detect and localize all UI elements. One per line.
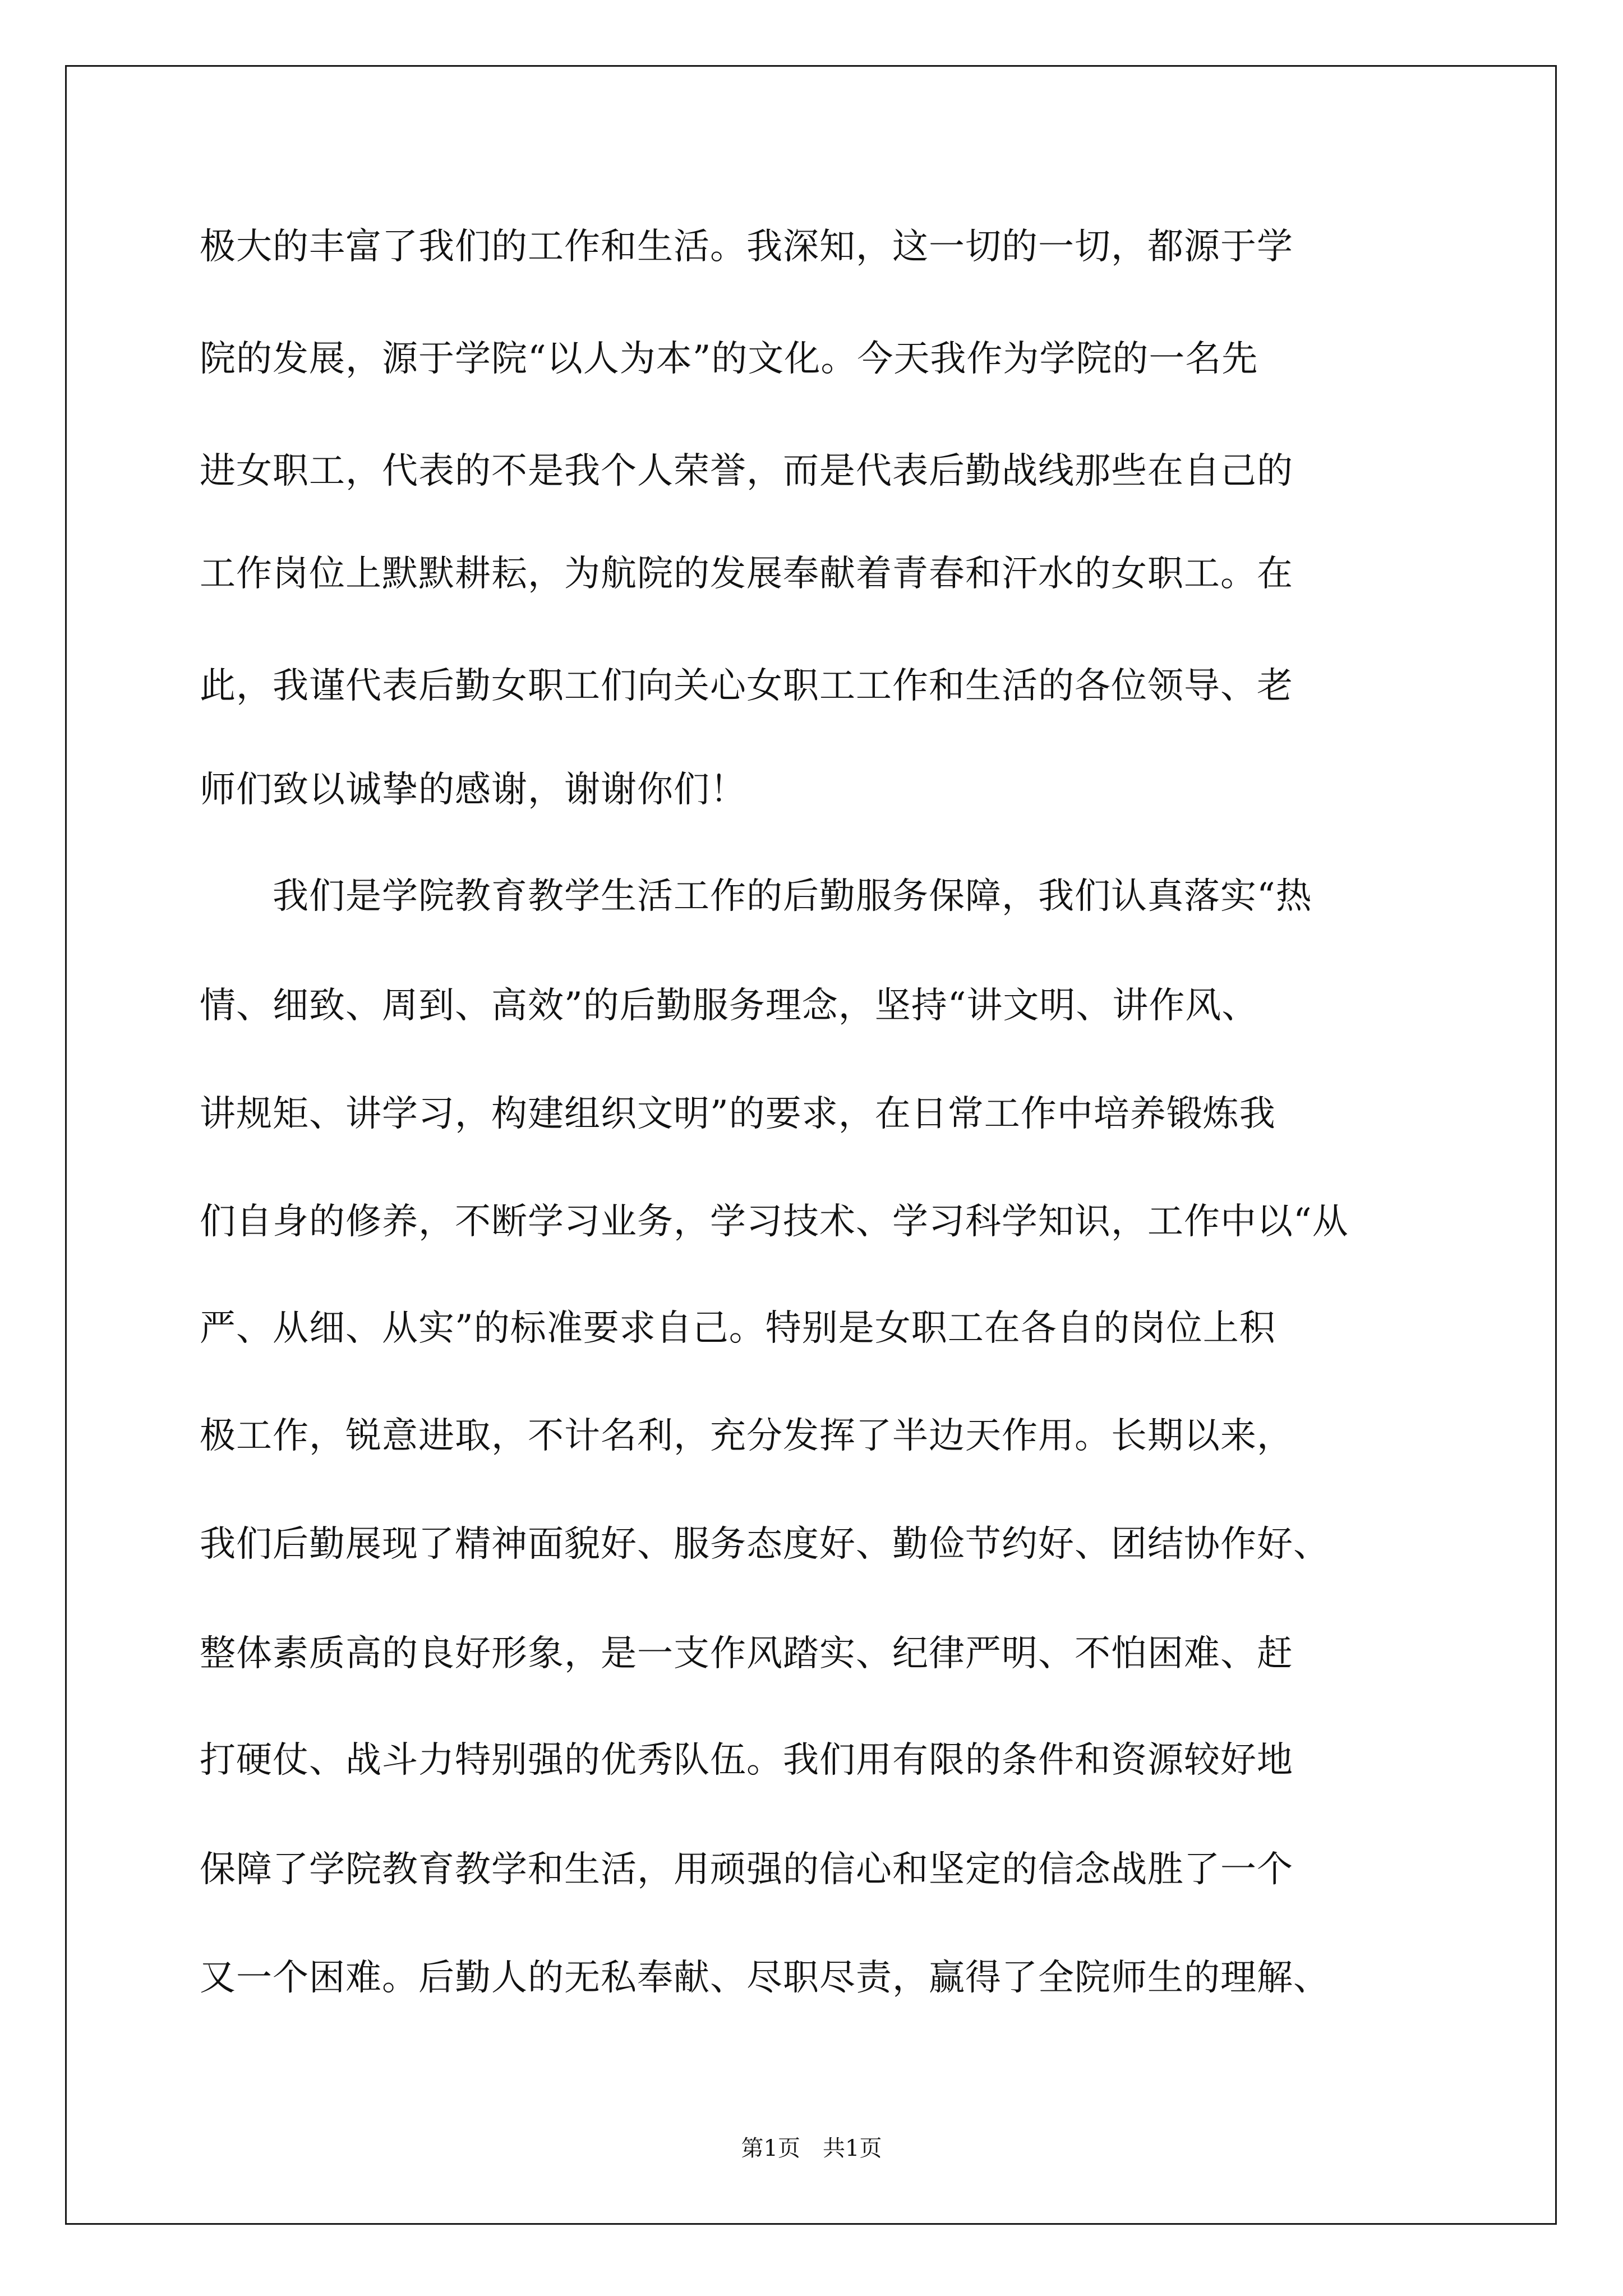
body-text-line: 进女职工，代表的不是我个人荣誉，而是代表后勤战线那些在自己的 (200, 450, 1293, 492)
body-text-line: 极大的丰富了我们的工作和生活。我深知，这一切的一切，都源于学 (200, 226, 1293, 268)
body-text-line: 工作岗位上默默耕耘，为航院的发展奉献着青春和汗水的女职工。在 (200, 553, 1293, 595)
body-text-line: 情、细致、周到、高效”的后勤服务理念，坚持“讲文明、讲作风、 (200, 985, 1258, 1027)
body-text-line: 打硬仗、战斗力特别强的优秀队伍。我们用有限的条件和资源较好地 (200, 1740, 1293, 1781)
body-text-line: 们自身的修养，不断学习业务，学习技术、学习科学知识，工作中以“从 (200, 1201, 1349, 1243)
body-text-line: 又一个困难。后勤人的无私奉献、尽职尽责，赢得了全院师生的理解、 (200, 1957, 1330, 1999)
body-text-line: 我们后勤展现了精神面貌好、服务态度好、勤俭节约好、团结协作好、 (200, 1524, 1330, 1565)
body-text-line: 院的发展，源于学院“以人为本”的文化。今天我作为学院的一名先 (200, 338, 1258, 380)
body-text-line: 讲规矩、讲学习，构建组织文明”的要求，在日常工作中培养锻炼我 (200, 1093, 1276, 1135)
body-text-line: 保障了学院教育教学和生活，用顽强的信心和坚定的信念战胜了一个 (200, 1849, 1293, 1890)
page-frame (65, 65, 1557, 2225)
body-text-line: 此，我谨代表后勤女职工们向关心女职工工作和生活的各位领导、老 (200, 665, 1293, 707)
page-footer: 第1页 共1页 (741, 2136, 882, 2161)
body-text-line: 我们是学院教育教学生活工作的后勤服务保障，我们认真落实“热 (200, 876, 1312, 917)
body-text-line: 整体素质高的良好形象，是一支作风踏实、纪律严明、不怕困难、赶 (200, 1633, 1293, 1674)
body-text-line: 严、从细、从实”的标准要求自己。特别是女职工在各自的岗位上积 (200, 1308, 1276, 1349)
body-text-line: 师们致以诚挚的感谢，谢谢你们！ (200, 769, 746, 811)
body-text-line: 极工作，锐意进取，不计名利，充分发挥了半边天作用。长期以来， (200, 1415, 1293, 1457)
